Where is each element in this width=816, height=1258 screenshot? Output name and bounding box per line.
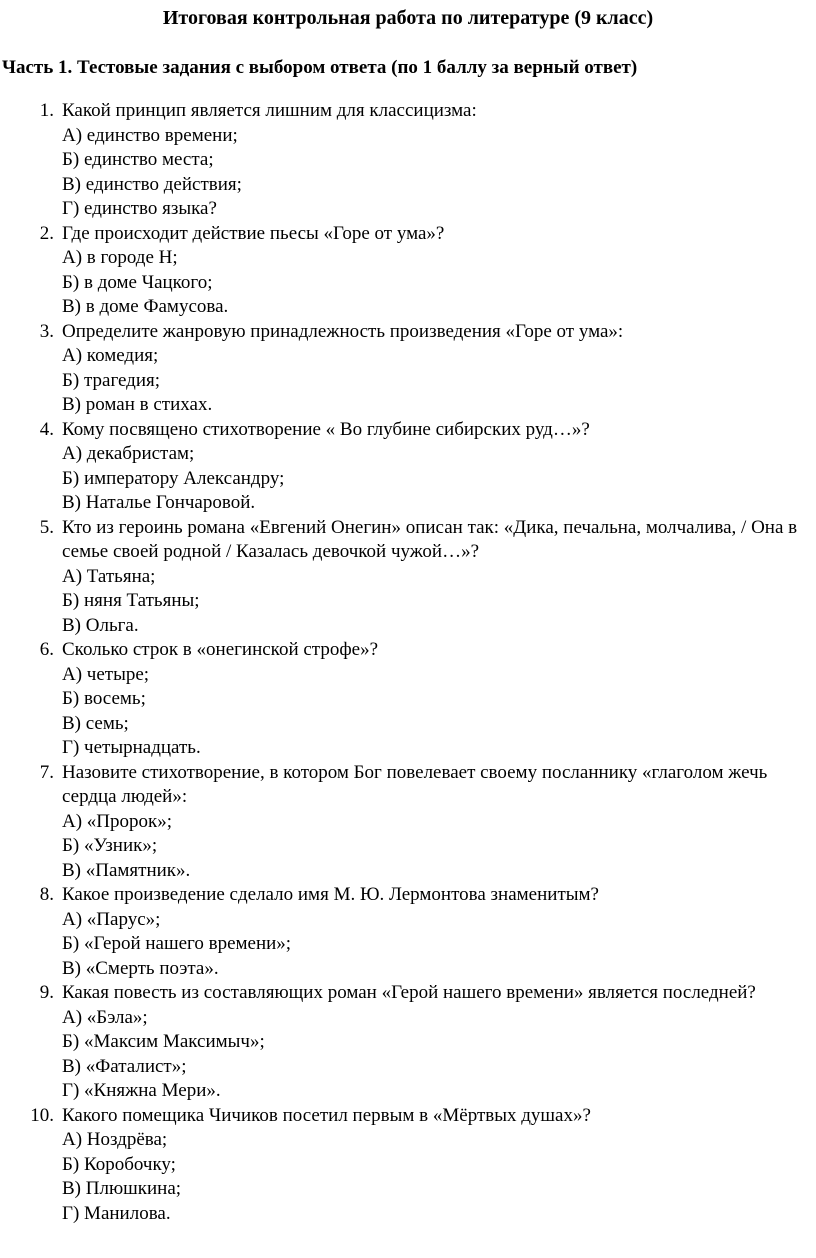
question-item [0, 222, 816, 320]
answer-option: Г) единство языка? [62, 198, 217, 219]
answer-option: В) Плюшкина; [62, 1178, 182, 1199]
question-text: Сколько строк в «онегинской строфе»? [62, 639, 379, 660]
answer-option: А) четыре; [62, 663, 150, 685]
answer-option: В) Ольга. [62, 614, 139, 636]
answer-option: А) Татьяна; [62, 565, 156, 587]
answer-option: А) комедия; [62, 345, 159, 366]
answer-option: В) в доме Фамусова. [62, 296, 229, 317]
answer-options [62, 1006, 816, 1104]
answer-option: А) декабристам; [62, 443, 195, 464]
question-text: Где происходит действие пьесы «Горе от ума»? [62, 222, 445, 244]
answer-option: Б) Коробочку; [62, 1153, 176, 1175]
question-item [0, 981, 816, 1104]
answer-option: Б) восемь; [62, 688, 146, 709]
question-item [0, 1104, 816, 1227]
answer-option: Б) трагедия; [62, 369, 161, 391]
question-text: Какая повесть из составляющих роман «Герой нашего времени» является последней? [62, 982, 756, 1003]
question-text: Назовите стихотворение, в котором Бог повелевает своему посланнику «глаголом жечь сердца людей»: [62, 761, 768, 807]
question-number: 6. [39, 639, 54, 660]
answer-option: Б) няня Татьяны; [62, 590, 200, 611]
answer-options [62, 810, 816, 884]
question-text: Какой принцип является лишним для классицизма: [62, 100, 477, 121]
answer-option: В) семь; [62, 712, 129, 734]
question-number: 1. [39, 100, 54, 121]
question-item [0, 320, 816, 418]
answer-option: Г) четырнадцать. [62, 737, 201, 758]
question-list [0, 99, 816, 1226]
answer-options [62, 663, 816, 761]
answer-option: Б) «Максим Максимыч»; [62, 1031, 265, 1052]
answer-option: Г) «Княжна Мери». [62, 1080, 221, 1101]
answer-option: В) роман в стихах. [62, 394, 213, 415]
answer-option: А) в городе Н; [62, 247, 178, 268]
question-number: 2. [39, 222, 54, 244]
question-number: 3. [39, 320, 54, 342]
question-item [0, 638, 816, 761]
page-title: Итоговая контрольная работа по литературе (9 класс) [162, 7, 654, 29]
answer-option: Б) единство места; [62, 149, 214, 170]
question-number: 7. [39, 761, 54, 783]
question-number: 4. [39, 418, 54, 440]
answer-options [62, 565, 816, 639]
answer-option: В) «Памятник». [62, 859, 191, 881]
answer-options [62, 442, 816, 516]
answer-option: Б) императору Александру; [62, 467, 285, 489]
answer-option: Б) в доме Чацкого; [62, 271, 213, 293]
question-text: Какое произведение сделало имя М. Ю. Лермонтова знаменитым? [62, 884, 599, 905]
question-item [0, 516, 816, 639]
question-item [0, 883, 816, 981]
answer-options [62, 124, 816, 222]
question-text: Кому посвящено стихотворение « Во глубине сибирских руд…»? [62, 418, 590, 440]
question-item [0, 761, 816, 884]
answer-option: В) «Смерть поэта». [62, 957, 219, 979]
question-number: 9. [39, 982, 54, 1003]
answer-options [62, 246, 816, 320]
question-number: 10. [30, 1104, 54, 1126]
question-number: 8. [39, 884, 54, 905]
answer-option: Б) «Узник»; [62, 835, 158, 856]
answer-option: Б) «Герой нашего времени»; [62, 933, 292, 954]
answer-option: А) «Бэла»; [62, 1006, 148, 1028]
answer-options [62, 1128, 816, 1226]
question-item [0, 99, 816, 222]
question-text: Какого помещика Чичиков посетил первым в «Мёртвых душах»? [62, 1104, 591, 1126]
answer-option: А) Ноздрёва; [62, 1129, 168, 1150]
answer-option: В) «Фаталист»; [62, 1055, 187, 1077]
answer-option: В) единство действия; [62, 173, 242, 195]
answer-option: А) «Парус»; [62, 908, 161, 930]
question-number: 5. [39, 516, 54, 538]
answer-options [62, 344, 816, 418]
answer-option: А) «Пророк»; [62, 810, 173, 832]
answer-options [62, 908, 816, 982]
question-text: Определите жанровую принадлежность произведения «Горе от ума»: [62, 320, 624, 342]
answer-option: Г) Манилова. [62, 1202, 171, 1224]
part-heading: Часть 1. Тестовые задания с выбором ответа (по 1 баллу за верный ответ) [2, 57, 638, 78]
question-item [0, 418, 816, 516]
answer-option: В) Наталье Гончаровой. [62, 492, 256, 513]
question-text: Кто из героинь романа «Евгений Онегин» описан так: «Дика, печальна, молчалива, / Она в семье своей родной / Казалась девочкой чужой…»? [62, 516, 798, 562]
answer-option: А) единство времени; [62, 124, 238, 146]
